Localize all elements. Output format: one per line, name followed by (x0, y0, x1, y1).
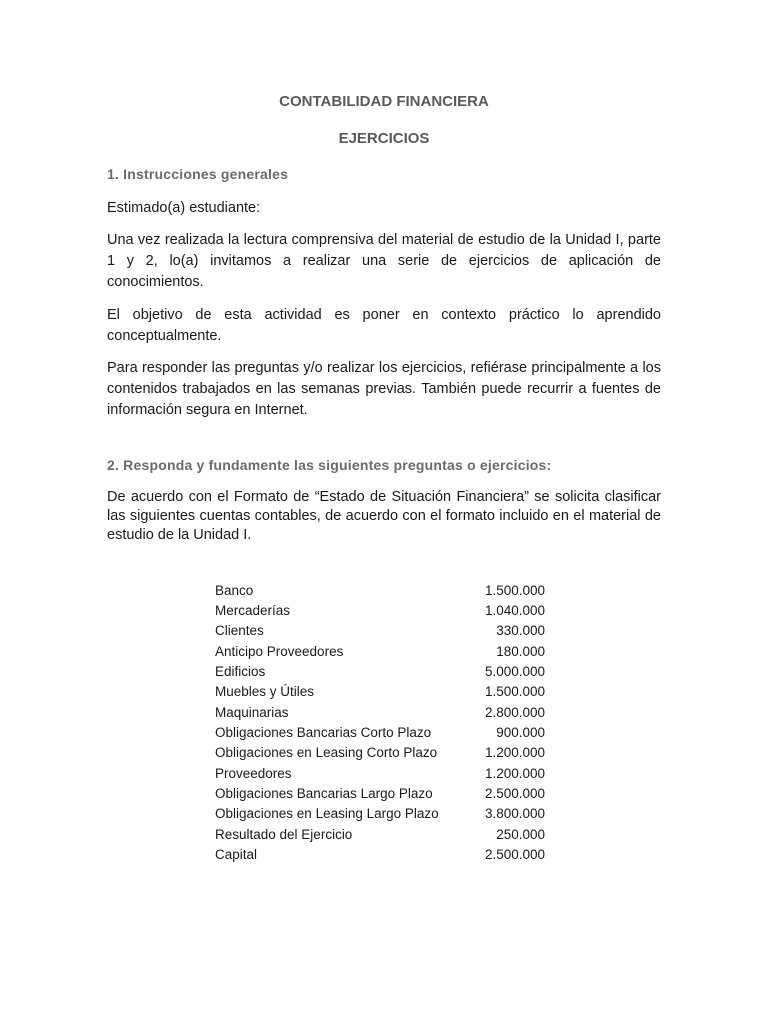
account-name: Obligaciones Bancarias Corto Plazo (215, 725, 432, 741)
instructions-paragraph-3: Para responder las preguntas y/o realizar los ejercicios, refiérase principalmente a los contenidos trabajados en las semanas previas. También puede recurrir a fuentes de información segura en Internet. (107, 360, 661, 418)
account-value: 1.200.000 (484, 745, 545, 761)
account-name: Maquinarias (215, 704, 289, 720)
account-row (215, 783, 545, 803)
instructions-paragraph-1: Una vez realizada la lectura comprensiva del material de estudio de la Unidad I, parte 1 y 2, lo(a) invitamos a realizar una serie de ejercicios de aplicación de conocimientos. (107, 232, 661, 290)
account-row (215, 641, 545, 661)
account-name: Proveedores (215, 765, 292, 781)
greeting-paragraph: Estimado(a) estudiante: (107, 200, 261, 216)
account-row (215, 763, 545, 783)
exercise-paragraph: De acuerdo con el Formato de “Estado de Situación Financiera” se solicita clasificar las siguientes cuentas contables, de acuerdo con el formato incluido en el material de estudio de la Unidad I. (107, 489, 661, 543)
account-value: 2.800.000 (484, 704, 545, 720)
account-value: 1.500.000 (484, 582, 545, 598)
account-value: 2.500.000 (484, 786, 545, 802)
document-title: CONTABILIDAD FINANCIERA (279, 93, 489, 110)
account-row (215, 702, 545, 722)
account-name: Muebles y Útiles (215, 684, 315, 700)
account-value: 1.500.000 (484, 684, 545, 700)
account-value: 3.800.000 (484, 806, 545, 822)
account-value: 5.000.000 (484, 664, 545, 680)
account-row (215, 682, 545, 702)
account-value: 1.040.000 (484, 603, 545, 619)
account-name: Capital (215, 847, 258, 863)
account-value: 180.000 (496, 643, 545, 659)
instructions-paragraph-2: El objetivo de esta actividad es poner en contexto práctico lo aprendido conceptualmente. (107, 307, 661, 344)
account-row (215, 661, 545, 681)
account-row (215, 580, 545, 600)
section-1-heading: 1. Instrucciones generales (107, 166, 289, 182)
account-name: Obligaciones Bancarias Largo Plazo (215, 786, 433, 802)
account-row (215, 722, 545, 742)
account-row (215, 824, 545, 844)
account-name: Edificios (215, 664, 266, 680)
account-name: Obligaciones en Leasing Largo Plazo (215, 806, 439, 822)
account-row (215, 600, 545, 620)
account-value: 250.000 (496, 826, 545, 842)
account-row (215, 743, 545, 763)
account-value: 2.500.000 (484, 847, 545, 863)
section-2-heading: 2. Responda y fundamente las siguientes preguntas o ejercicios: (107, 457, 552, 473)
account-name: Banco (215, 582, 254, 598)
account-value: 1.200.000 (484, 765, 545, 781)
account-value: 900.000 (496, 725, 545, 741)
document-subtitle: EJERCICIOS (338, 130, 430, 147)
account-name: Clientes (215, 623, 264, 639)
account-name: Obligaciones en Leasing Corto Plazo (215, 745, 438, 761)
account-name: Anticipo Proveedores (215, 643, 344, 659)
account-name: Resultado del Ejercicio (215, 826, 353, 842)
account-row (215, 804, 545, 824)
account-row (215, 844, 545, 864)
accounts-table (215, 580, 545, 865)
account-value: 330.000 (496, 623, 545, 639)
account-name: Mercaderías (215, 603, 291, 619)
account-row (215, 621, 545, 641)
